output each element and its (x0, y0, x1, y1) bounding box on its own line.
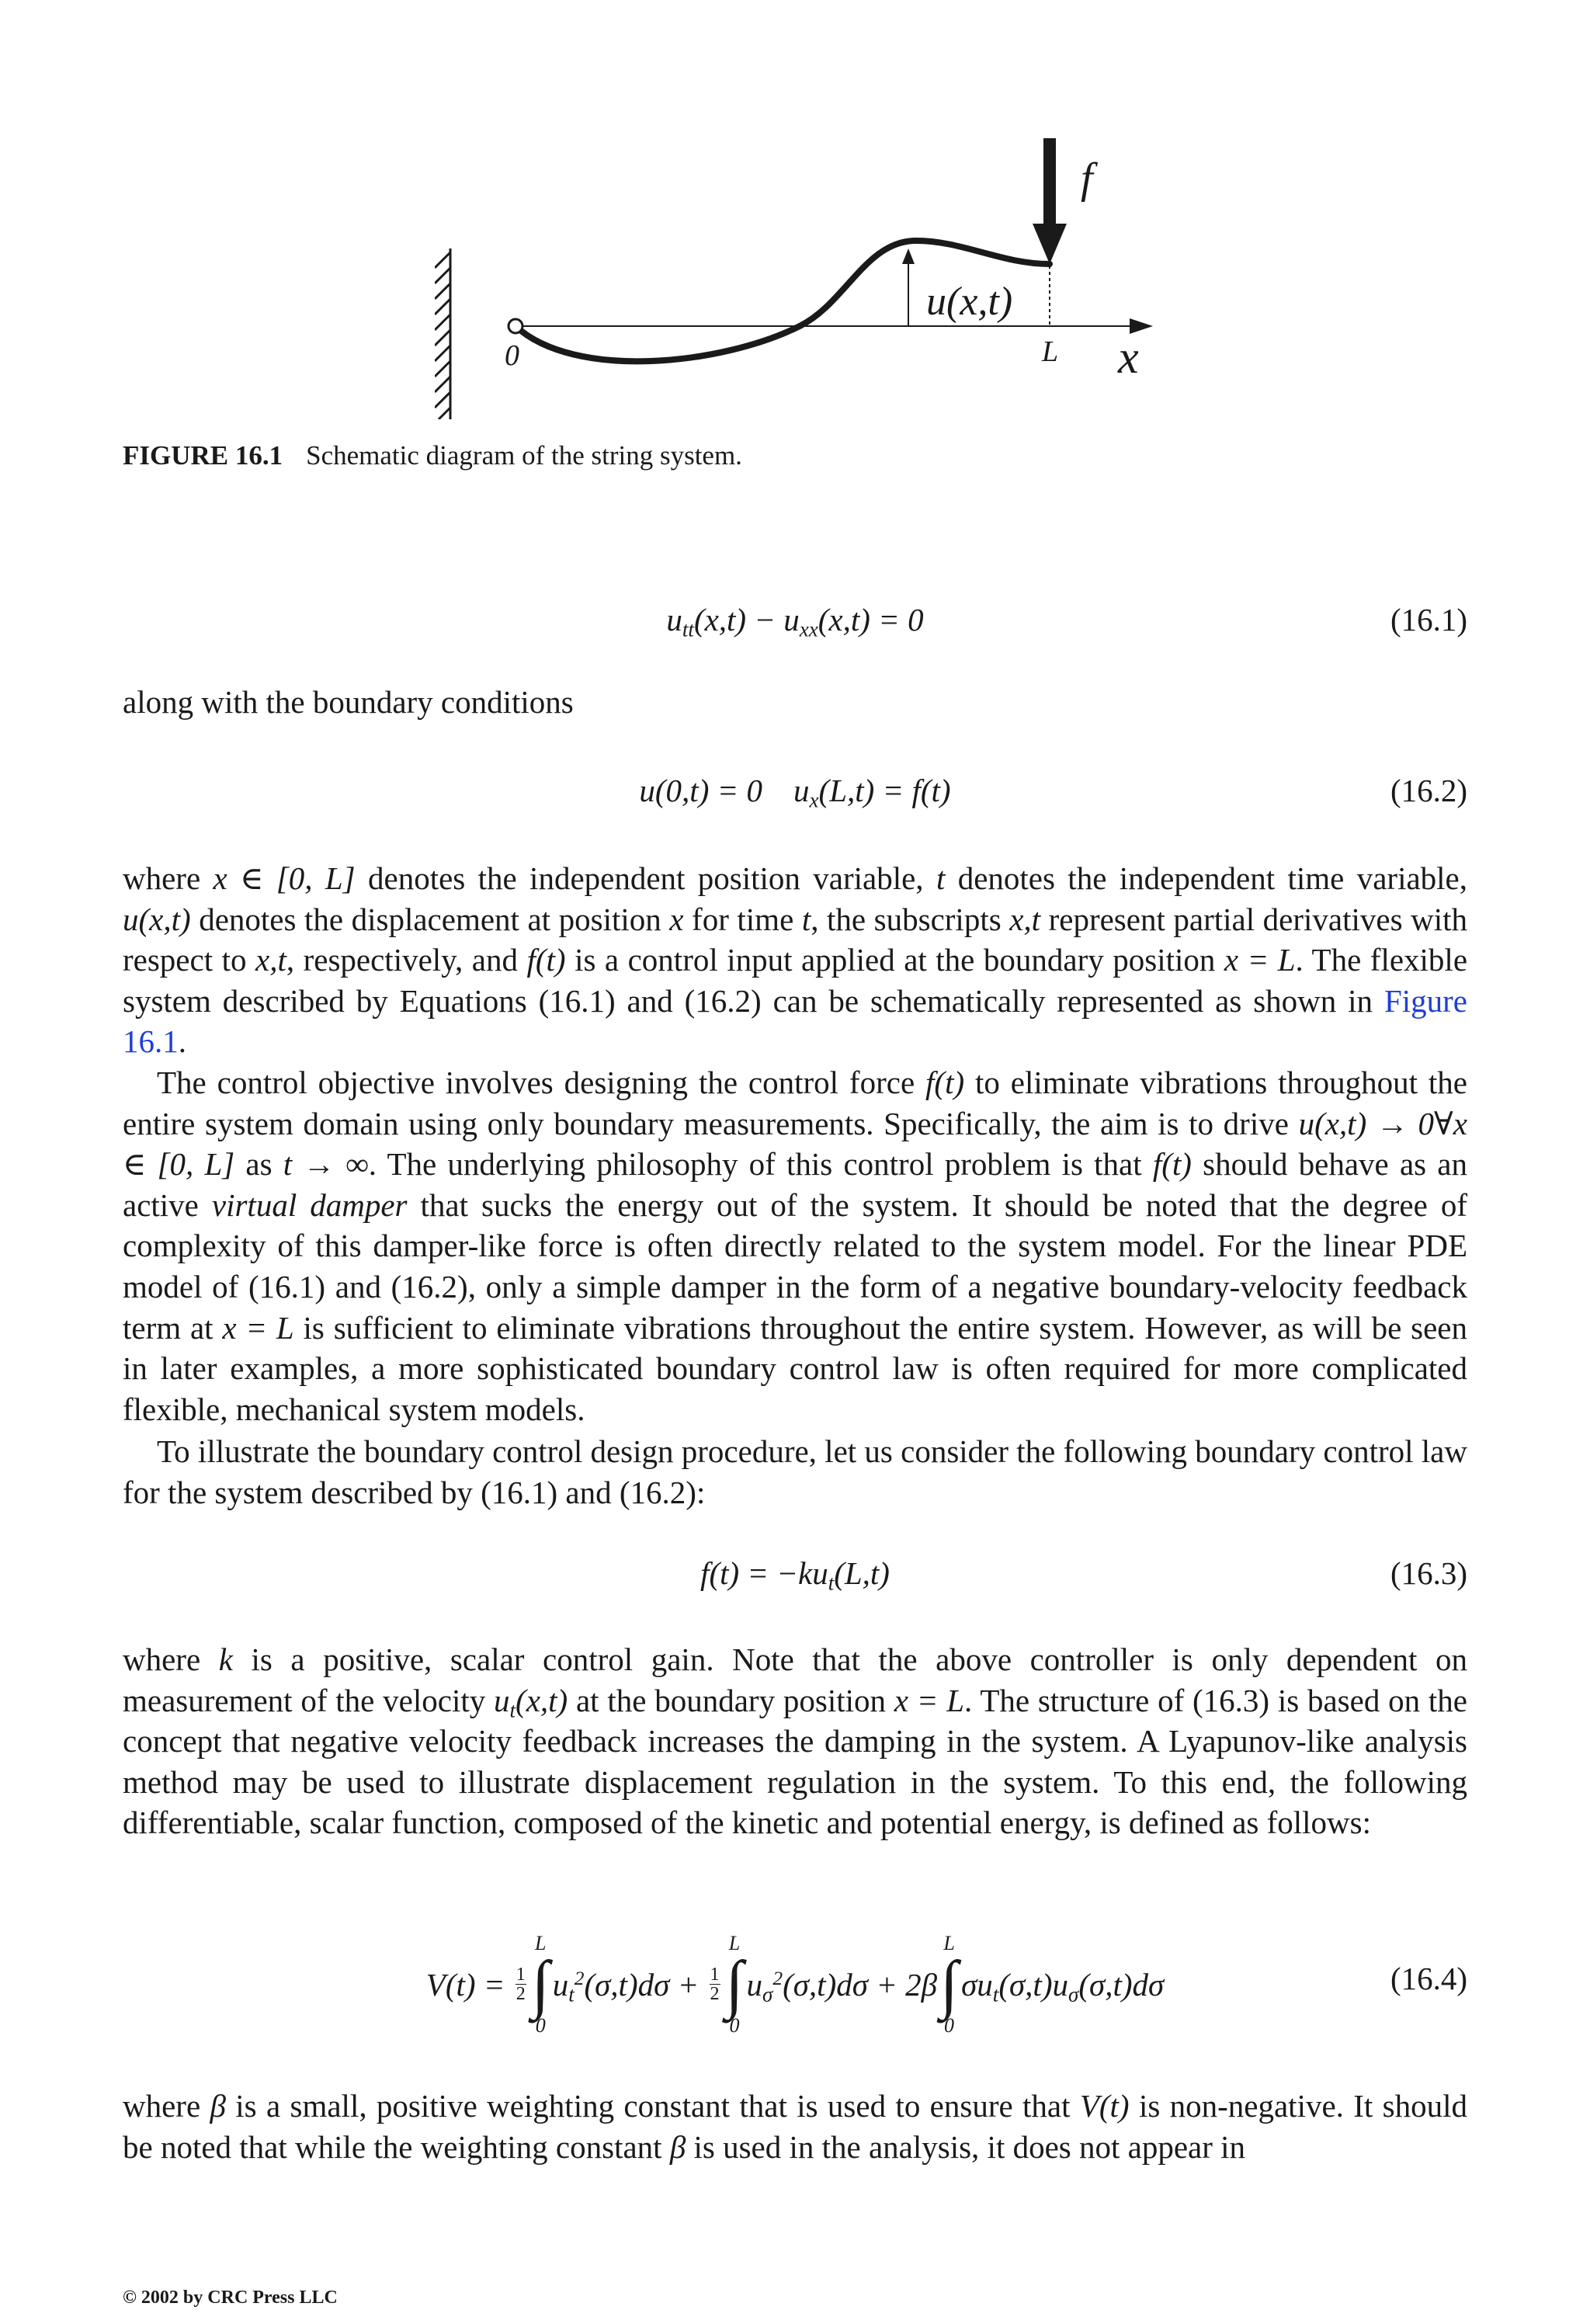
equation-number: (16.1) (1390, 602, 1467, 637)
paragraph-controller-analysis: where k is a positive, scalar control gain. Note that the above controller is only dependent on measurement of the velocity $u_t(x,t)$ at the boundary position x = L. The structure of (16.3) is based on the concept that negative velocity feedback increases the damping in the system. A Lyapunov-like analysis method may be used to illustrate displacement regulation in the system. To this end, the following differentiable, scalar function, composed of the kinetic and potential energy, is defined as follows: (123, 1641, 1467, 1841)
displacement-label: u(x,t) (926, 280, 1013, 324)
paragraph-weighting-constant: where β is a small, positive weighting constant that is used to ensure that V(t) is non-negative. It should be noted that while the weighting constant β is used in the analysis, it does not appear in (123, 2088, 1467, 2165)
paragraph-boundary-intro: along with the boundary conditions (123, 684, 574, 720)
figure-16-1-link[interactable]: Figure 16.1 (123, 982, 1467, 1060)
equation-expression: $f(t) = -ku_t(L,t)$ (700, 1555, 890, 1595)
force-arrow-shaft (1043, 138, 1056, 228)
equation-16-2 (123, 772, 1467, 818)
paragraph-control-objective: The control objective involves designing the control force f(t) to eliminate vibrations throughout the entire system domain using only boundary measurements. Specifically, the aim is to drive u(x,t) → 0∀x ∈ [0, L] as t → ∞. The underlying philosophy of this control problem is that f(t) should behave as an active virtual damper that sucks the energy out of the system. It should be noted that the degree of complexity of this damper-like force is often directly related to the system model. For the linear PDE model of (16.1) and (16.2), only a simple damper in the form of a negative boundary-velocity feedback term at x = L is sufficient to eliminate vibrations throughout the entire system. However, as will be seen in later examples, a more sophisticated boundary control law is often required for more complicated flexible, mechanical system models. (123, 1065, 1467, 1427)
equation-number: (16.3) (1390, 1555, 1467, 1591)
equation-16-3 (123, 1555, 1467, 1601)
equation-expression: u(0,t) = 0 $u_x(L,t) = f(t)$ (639, 773, 951, 812)
string-system-figure (435, 124, 1211, 419)
equation-number: (16.4) (1390, 1961, 1467, 1996)
paragraph-control-law-intro: To illustrate the boundary control design procedure, let us consider the following boundary control law for the system described by (16.1) and (16.2): (123, 1433, 1467, 1510)
paragraph-definitions: where x ∈ [0, L] denotes the independent position variable, t denotes the independent time variable, u(x,t) denotes the displacement at position x for time t, the subscripts x,t represent partial derivatives with respect to x,t, respectively, and f(t) is a control input applied at the boundary position x = L. The flexible system described by Equations (16.1) and (16.2) can be schematically represented as shown in Figure 16.1. (123, 860, 1468, 1060)
copyright-footer: © 2002 by CRC Press LLC (123, 2288, 338, 2308)
pin-joint (509, 319, 522, 333)
integral-sign: L ∫ 0 (725, 1932, 744, 2037)
integral-sign: L ∫ 0 (531, 1932, 550, 2037)
origin-label: 0 (505, 339, 519, 372)
figure-label: FIGURE 16.1 (123, 440, 283, 471)
displacement-arrowhead (902, 248, 915, 264)
x-axis-label: x (1118, 332, 1139, 383)
figure-caption (123, 440, 742, 471)
equation-expression: $u_{tt}(x,t) - u_{xx}(x,t) = 0$ (666, 602, 924, 641)
equation-expression: V(t) = $\frac{1}{2}$ L ∫ 0 $u_t^2(\sigma,t)d\sigma$ + $\frac{1}{2}$ L ∫ 0 $u_\sigma^2(\sigma,t)d\sigma + 2\beta$ L ∫ 0 $\sigma u_t(\sigma,t)u_\sigma(\sigma,t)d\sigma$ (425, 1932, 1165, 2037)
length-label: L (1042, 335, 1059, 368)
equation-16-4 (123, 1932, 1467, 2037)
equation-number: (16.2) (1390, 773, 1467, 808)
force-label: f (1081, 155, 1093, 203)
wall-hatching (435, 252, 450, 419)
string-diagram (435, 124, 1211, 419)
equation-16-1 (123, 601, 1467, 648)
integral-sign: L ∫ 0 (940, 1932, 959, 2037)
force-arrowhead (1033, 224, 1067, 264)
figure-caption-text: Schematic diagram of the string system. (306, 440, 742, 471)
